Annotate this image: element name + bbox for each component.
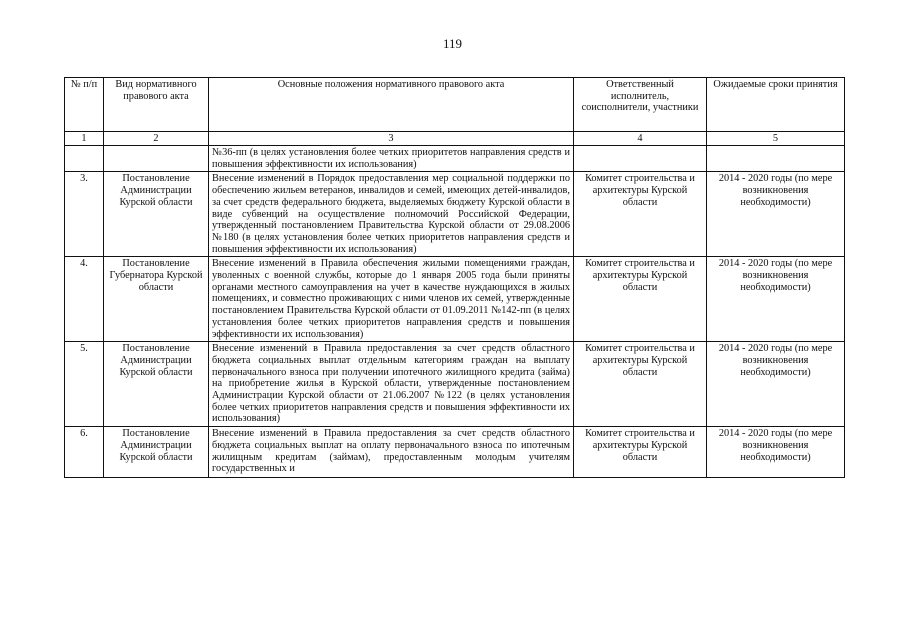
header-deadline: Ожидаемые сроки принятия	[707, 78, 845, 132]
row-deadline: 2014 - 2020 годы (по мере возникновения необходимости)	[707, 427, 845, 478]
column-number: 5	[707, 132, 845, 146]
row-deadline	[707, 146, 845, 172]
header-num: № п/п	[65, 78, 104, 132]
row-provisions: Внесение изменений в Порядок предоставления мер социальной поддержки по обеспечению жильем ветеранов, инвалидов и семей, имеющих детей-инвалидов, за счет средств федерального бюджета, выделяемых бюджету Курской области в виде субвенций на осуществление полномочий Российской Федерации, утвержденный постановлением Правительства Курской области от 29.08.2006 №180 (в целях установления более четких приоритетов направления средств и повышения эффективности их использования)	[209, 172, 574, 257]
row-deadline: 2014 - 2020 годы (по мере возникновения необходимости)	[707, 257, 845, 342]
row-provisions: Внесение изменений в Правила предоставления за счет средств областного бюджета социальных выплат на оплату первоначального взноса по ипотечным жилищным кредитам (займам), предоставленным молодым учителям государственных и	[209, 427, 574, 478]
row-num: 6.	[65, 427, 104, 478]
row-act-type: Постановление Губернатора Курской области	[104, 257, 209, 342]
table-row	[65, 146, 845, 172]
column-number: 4	[574, 132, 707, 146]
row-num	[65, 146, 104, 172]
row-num: 5.	[65, 342, 104, 427]
header-responsible: Ответственный исполнитель, соисполнители, участники	[574, 78, 707, 132]
row-provisions: Внесение изменений в Правила обеспечения жилыми помещениями граждан, уволенных с военной службы, которые до 1 января 2005 года были приняты органами местного самоуправления на учет в качестве нуждающихся в жилых помещениях, и совместно проживающих с ними членов их семей, утвержденные постановлением Правительства Курской области от 01.09.2011 №142-пп (в целях установления более четких приоритетов направления средств и повышения эффективности их использования)	[209, 257, 574, 342]
row-responsible	[574, 146, 707, 172]
table-header-row	[65, 78, 845, 132]
column-number: 2	[104, 132, 209, 146]
row-responsible: Комитет строительства и архитектуры Курской области	[574, 427, 707, 478]
row-num: 3.	[65, 172, 104, 257]
table-row	[65, 342, 845, 427]
row-act-type: Постановление Администрации Курской области	[104, 172, 209, 257]
row-act-type: Постановление Администрации Курской области	[104, 342, 209, 427]
row-act-type: Постановление Администрации Курской области	[104, 427, 209, 478]
row-provisions: Внесение изменений в Правила предоставления за счет средств областного бюджета социальных выплат отдельным категориям граждан на выплату первоначального взноса при получении ипотечного жилищного кредита (займа) на приобретение жилья в Курской области, утвержденные постановлением Администрации Курской области от 21.06.2007 №122 (в целях установления более четких приоритетов направления средств и повышения эффективности их использования)	[209, 342, 574, 427]
table-row	[65, 257, 845, 342]
column-number: 1	[65, 132, 104, 146]
row-provisions: №36-пп (в целях установления более четких приоритетов направления средств и повышения эффективности их использования)	[209, 146, 574, 172]
header-act-type: Вид нормативного правового акта	[104, 78, 209, 132]
table-row	[65, 427, 845, 478]
row-responsible: Комитет строительства и архитектуры Курской области	[574, 342, 707, 427]
header-provisions: Основные положения нормативного правового акта	[209, 78, 574, 132]
column-number-row	[65, 132, 845, 146]
column-number: 3	[209, 132, 574, 146]
page-number: 119	[442, 36, 463, 51]
legal-acts-table	[64, 77, 845, 478]
row-responsible: Комитет строительства и архитектуры Курской области	[574, 257, 707, 342]
row-deadline: 2014 - 2020 годы (по мере возникновения необходимости)	[707, 342, 845, 427]
table-row	[65, 172, 845, 257]
row-num: 4.	[65, 257, 104, 342]
row-responsible: Комитет строительства и архитектуры Курской области	[574, 172, 707, 257]
row-act-type	[104, 146, 209, 172]
row-deadline: 2014 - 2020 годы (по мере возникновения необходимости)	[707, 172, 845, 257]
